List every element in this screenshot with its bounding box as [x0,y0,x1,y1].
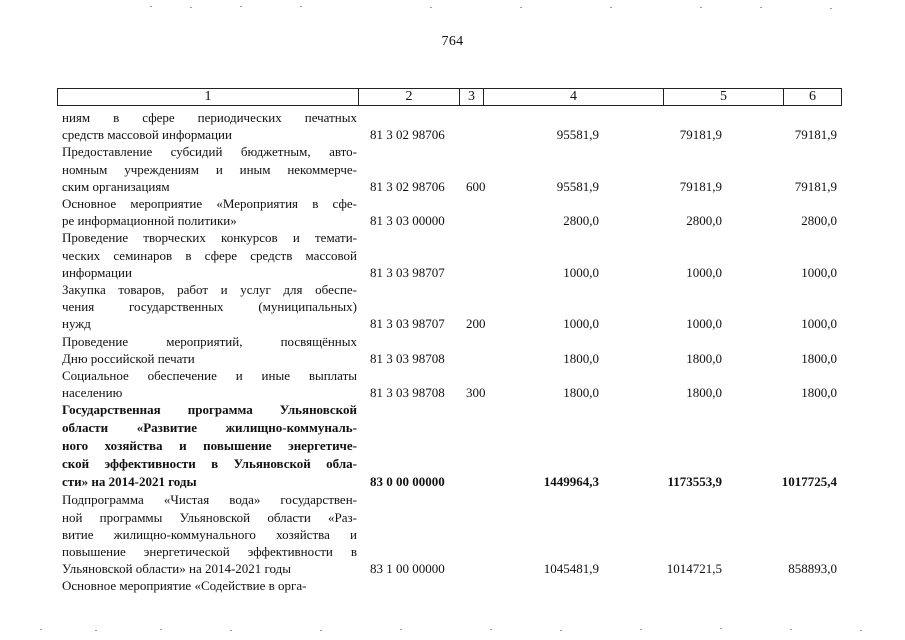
row-code: 81 3 02 98706 [370,178,445,194]
table-row [0,109,905,143]
scan-speck [430,7,432,8]
table-header [57,88,842,106]
description-line: ного хозяйства и повышение энергетиче- [62,438,357,454]
scan-speck [240,6,242,7]
table-row [0,577,905,594]
row-code: 83 0 00 00000 [370,474,445,490]
row-value-2020: 1014721,5 [666,561,722,577]
description-line: Проведение мероприятий, посвящённых [62,333,357,349]
description-line: Закупка товаров, работ и услуг для обеспе- [62,282,357,297]
description-line: повышение энергетической эффективности в [62,544,357,559]
row-value-2021: 1800,0 [801,385,837,401]
row-value-2021: 79181,9 [794,178,837,194]
row-value-2019: 1000,0 [563,316,599,332]
scan-speck [490,629,492,630]
scan-speck [230,630,232,631]
scan-speck [95,630,97,631]
scan-speck [320,630,322,631]
table-row [0,491,905,577]
row-value-2019: 1449964,3 [543,474,599,490]
row-value-2019: 1800,0 [563,385,599,401]
row-value-2019: 1045481,9 [543,561,599,577]
scan-speck [610,7,612,8]
scan-speck [40,629,42,630]
description-line: нужд [62,316,91,332]
header-col-5: 5 [664,89,784,105]
row-value-2020: 1173553,9 [667,474,722,490]
description-line: Ульяновской области» на 2014-2021 годы [62,561,292,577]
description-line: ниям в сфере периодических печатных [62,110,357,125]
table-row [0,195,905,229]
scan-artifact-bottom [0,628,905,631]
description-line: сти» на 2014-2021 годы [62,474,197,490]
row-value-2020: 1800,0 [686,385,722,401]
row-code: 81 3 03 98708 [370,350,445,366]
header-col-6: 6 [809,89,816,104]
description-line: Государственная программа Ульяновской [62,402,357,418]
row-value-2020: 1800,0 [686,350,722,366]
row-code: 81 3 03 98707 [370,264,445,280]
description-line: Подпрограмма «Чистая вода» государствен- [62,492,357,508]
row-value-2020: 79181,9 [679,127,722,143]
description-line: чения государственных (муниципальных) [62,299,357,315]
row-value-2021: 1000,0 [801,264,837,280]
description-line: населению [62,385,123,401]
row-value-2019: 1000,0 [563,264,599,280]
row-value-2019: 2800,0 [563,213,599,229]
scan-speck [160,629,162,630]
row-description [62,229,357,281]
row-value-2019: 1800,0 [563,350,599,366]
row-value-2021: 1800,0 [801,350,837,366]
header-col-1: 1 [58,89,359,105]
row-value-2021: 1017725,4 [781,474,837,490]
page-number: 764 [441,34,464,49]
row-expense-type: 300 [466,385,486,401]
scan-speck [830,8,832,9]
row-code: 81 3 02 98706 [370,127,445,143]
description-line: Дню российской печати [62,350,195,366]
scan-speck [300,6,302,7]
row-description [62,281,357,333]
row-value-2020: 1000,0 [686,316,722,332]
row-expense-type: 600 [466,178,486,194]
row-description [62,143,357,195]
description-line: Предоставление субсидий бюджетным, авто- [62,144,357,160]
table-row [0,143,905,195]
description-line: средств массовой информации [62,127,232,143]
scan-speck [150,6,152,7]
row-code: 81 3 03 00000 [370,213,445,229]
row-value-2019: 95581,9 [556,127,599,143]
row-description [62,491,357,577]
description-line: информации [62,264,132,280]
scan-speck [640,629,642,630]
table-row [0,229,905,281]
header-col-4: 4 [484,89,664,105]
scan-speck [190,7,192,8]
row-description [62,109,357,143]
row-description [62,333,357,367]
description-line: Социальное обеспечение и иные выплаты [62,368,357,383]
row-value-2021: 2800,0 [801,213,837,229]
row-value-2020: 1000,0 [686,264,722,280]
row-description [62,401,357,491]
description-line: Основное мероприятие «Мероприятия в сфе- [62,196,357,211]
row-code: 81 3 03 98708 [370,385,445,401]
row-description [62,195,357,229]
description-line: номным учреждениям и иным некоммерче- [62,161,357,177]
row-value-2019: 95581,9 [556,178,599,194]
table-row [0,367,905,401]
scan-speck [400,629,402,630]
header-col-2: 2 [359,89,460,105]
description-line: Основное мероприятие «Содействие в орга- [62,578,307,594]
description-line: ной программы Ульяновской области «Раз- [62,509,357,525]
row-value-2021: 79181,9 [794,127,837,143]
scan-speck [520,7,522,8]
row-value-2020: 2800,0 [686,213,722,229]
row-code: 81 3 03 98707 [370,316,445,332]
table-row [0,333,905,367]
row-description [62,367,357,401]
description-line: ской эффективности в Ульяновской обла- [62,456,357,472]
header-col-3: 3 [460,89,484,105]
scan-speck [560,630,562,631]
description-line: области «Развитие жилищно-коммуналь- [62,420,357,436]
description-line: ческих семинаров в сфере средств массовой [62,247,357,263]
row-value-2020: 79181,9 [679,178,722,194]
row-expense-type: 200 [466,316,486,332]
description-line: ским организациям [62,178,170,194]
scan-speck [790,629,792,630]
table-row [0,401,905,491]
description-line: витие жилищно-коммунального хозяйства и [62,526,357,542]
scan-artifact-top [0,6,905,9]
table-row [0,281,905,333]
scan-speck [860,630,862,631]
row-value-2021: 858893,0 [788,561,837,577]
row-description [62,577,357,594]
row-code: 83 1 00 00000 [370,561,445,577]
scan-speck [760,7,762,8]
scan-speck [700,7,702,8]
row-value-2021: 1000,0 [801,316,837,332]
scan-speck [720,628,722,629]
description-line: ре информационной политики» [62,213,237,229]
description-line: Проведение творческих конкурсов и темати- [62,230,357,246]
